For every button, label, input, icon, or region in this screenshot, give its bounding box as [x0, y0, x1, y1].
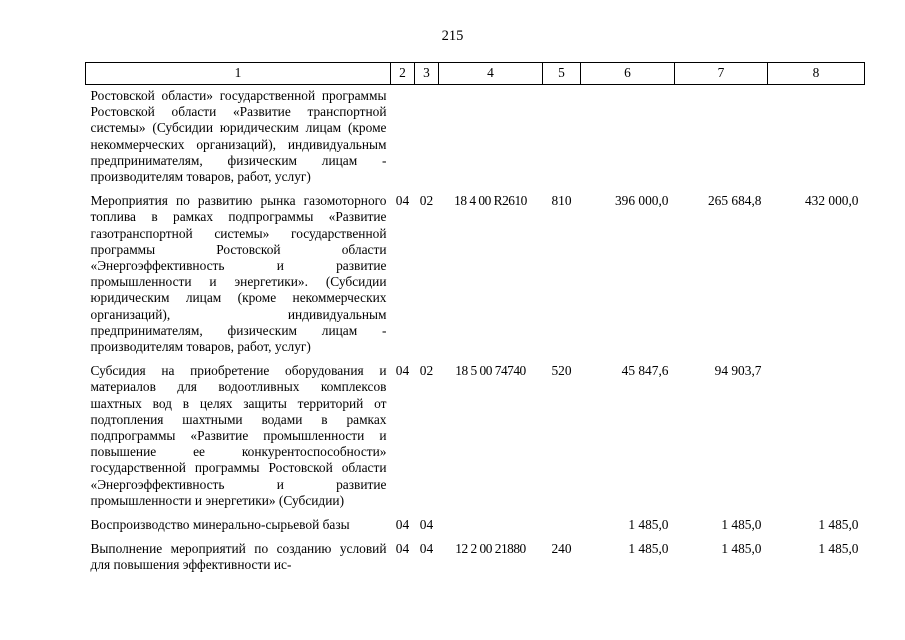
row-expense-type [543, 517, 581, 541]
column-header-7: 7 [675, 63, 768, 85]
row-section: 04 [395, 541, 410, 557]
table-row [86, 85, 865, 194]
column-header-1: 1 [86, 63, 391, 85]
row-description: Ростовской области» государственной программы Ростовской области «Развитие транспортной системы» (Субсидии юридическим лицам (кроме некоммерческих организаций), индивидуальным предпринимателям, физическим лицам - производителям товаров, работ, услуг) [90, 88, 387, 185]
column-header-2: 2 [391, 63, 415, 85]
budget-table [85, 62, 865, 582]
column-header-4: 4 [439, 63, 543, 85]
row-amount-8: 1 485,0 [818, 517, 859, 533]
row-amount-8 [768, 85, 865, 194]
row-amount-6 [581, 85, 675, 194]
table-row [86, 193, 865, 363]
row-amount-7 [675, 85, 768, 194]
row-target-code: 18 4 00 R2610 [454, 193, 527, 209]
row-subsection: 04 [419, 517, 434, 533]
column-header-5: 5 [543, 63, 581, 85]
table-row [86, 541, 865, 581]
row-subsection: 04 [419, 541, 434, 557]
row-expense-type: 240 [551, 541, 572, 557]
row-description: Мероприятия по развитию рынка газомоторного топлива в рамках подпрограммы «Развитие газотранспортной системы» государственной программы Ростовской области «Энергоэффективность и развитие промышленности и энергетики». (Субсидии юридическим лицам (кроме некоммерческих организаций), индивидуальным предпринимателям, физическим лицам - производителям товаров, работ, услуг) [90, 193, 387, 355]
row-section: 04 [395, 517, 410, 533]
row-expense-type: 520 [551, 363, 572, 379]
row-description: Субсидия на приобретение оборудования и материалов для водоотливных комплексов шахтных вод в целях защиты территорий от подтопления шахтными водами в рамках подпрограммы «Развитие промышленности и повышение ее конкурентоспособности» государственной программы Ростовской области «Энергоэффективность и развитие промышленности и энергетики» (Субсидии) [90, 363, 387, 508]
row-description: Выполнение мероприятий по созданию условий для повышения эффективности ис- [90, 541, 387, 573]
row-amount-7: 94 903,7 [714, 363, 762, 379]
page-number: 215 [441, 28, 464, 44]
row-amount-6: 45 847,6 [621, 363, 669, 379]
row-amount-8 [768, 363, 865, 517]
row-amount-8: 432 000,0 [804, 193, 859, 209]
row-amount-6: 1 485,0 [628, 541, 669, 557]
row-section: 04 [395, 193, 410, 209]
column-header-3: 3 [415, 63, 439, 85]
row-target-code [439, 517, 543, 541]
row-amount-8: 1 485,0 [818, 541, 859, 557]
row-subsection: 02 [419, 363, 434, 379]
table-row [86, 517, 865, 541]
column-header-8: 8 [768, 63, 865, 85]
row-expense-type: 810 [551, 193, 572, 209]
row-amount-7: 1 485,0 [721, 517, 762, 533]
table-row [86, 363, 865, 517]
row-target-code: 12 2 00 21880 [455, 541, 526, 557]
row-amount-7: 265 684,8 [707, 193, 762, 209]
column-header-6: 6 [581, 63, 675, 85]
column-header-row [86, 63, 865, 85]
row-section: 04 [395, 363, 410, 379]
row-target-code: 18 5 00 74740 [455, 363, 526, 379]
row-amount-6: 396 000,0 [614, 193, 669, 209]
row-section [391, 85, 415, 194]
row-subsection: 02 [419, 193, 434, 209]
row-expense-type [543, 85, 581, 194]
row-description: Воспроизводство минерально-сырьевой базы [90, 517, 350, 533]
row-target-code [439, 85, 543, 194]
row-amount-7: 1 485,0 [721, 541, 762, 557]
row-subsection [415, 85, 439, 194]
row-amount-6: 1 485,0 [628, 517, 669, 533]
